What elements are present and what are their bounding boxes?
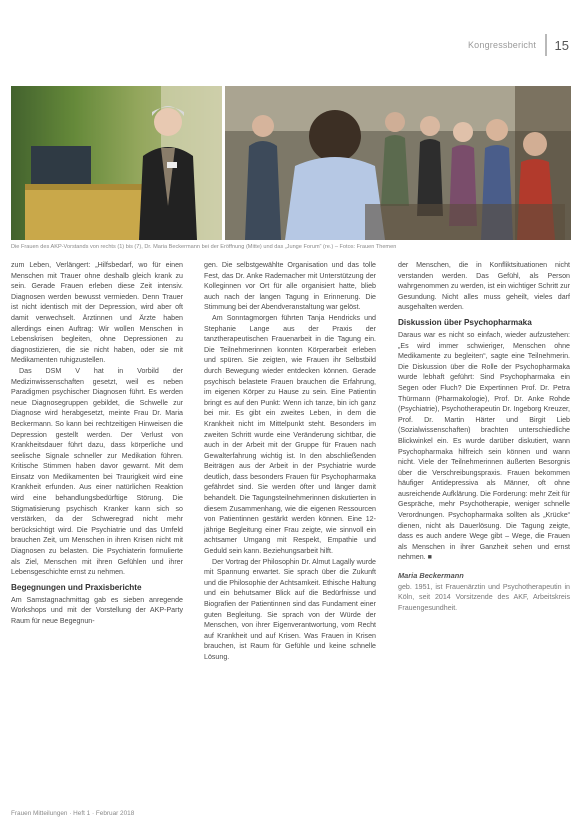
- author-name: Maria Beckermann: [398, 571, 464, 581]
- paragraph: der Menschen, die in Konfliktsituationen nicht verstanden werden. Das Gefühl, als Person wahrgenommen zu werden, ist ein wichtiger Schritt zur Gesundung. Nicht alles muss geheilt, vieles darf ausgehalten werden.: [398, 261, 570, 312]
- photo-caption: Die Frauen des AKP-Vorstands von rechts (1) bis (7), Dr. Maria Beckermann bei der Eröffnung (Mitte) und das „Junge Forum“ (re.) – Fotos: Frauen Themen: [11, 244, 397, 250]
- subheading-workshops: Begegnungen und Praxisberichte: [11, 582, 142, 592]
- page-footer: Frauen Mitteilungen · Heft 1 · Februar 2018: [11, 810, 135, 817]
- paragraph: Daraus war es nicht so einfach, wieder aufzustehen: „Es wird immer schwieriger, Menschen ohne Medikamente zu begleiten“, sagte eine Teilnehmerin. Die Diskussion über die Rolle der Psychopharmaka wurde lebhaft geführt: Sind Psychopharmaka ein Segen oder Fluch? Die Expertinnen Prof. Dr. Petra Thürmann (Pharmakologie), Prof. Dr. Anke Rohde (Psychiatrie), Psychotherapeutin Dr. Ingeborg Kreuzer, Prof. Dr. Martin Härter und Birgit Lieb (Sozialwissenschaften) brachten unterschiedliche Blickwinkel ein. Es wurde darüber diskutiert, wann Psychopharmaka hilfreich sein können und wann nicht. Viele der Teilnehmerinnen äußerten Besorgnis über die Verschreibungspraxis. Frauen bekommen häufiger Antidepressiva als Männer, oft ohne ausreichende Aufklärung. Die Forderung: mehr Zeit für Gespräche, mehr Psychotherapie, weniger schnelle Verordnungen. Psychopharmaka sollten als „Krücke“ dienen, nicht als Dauerlösung. Die Tagung zeigte, dass es auch andere Wege gibt – Wege, die Frauen als Menschen in ihrer Ganzheit sehen und ernst nehmen. ■: [398, 330, 570, 562]
- paragraph: gen. Die selbstgewählte Organisation und das tolle Fest, das Dr. Anke Rademacher mit Unterstützung der Kolleginnen vor Ort für alle organisiert hatte, blieb auch nach der langen Tagung in Erinnerung. Die Stimmung bei der Abendveranstaltung war gelöst.: [204, 261, 376, 312]
- paragraph: Das DSM V hat in Vorbild der Medizinwissenschaften gesetzt, weil es neben Paradigmen psychischer Diagnosen führt. Es werden neue Diagnosegruppen gebildet, die Schwelle zur Diagnose wird herabgesetzt, meinte Frau Dr. Maria Beckermann. So kann bei rechtzeitigen Hinweisen die Depression gestellt werden. Der Verlust von Krankheitsdauer führt dazu, dass körperliche und seelische Signale schneller zur Medikation führen. Kritische Stimmen haben davor gewarnt. Mit dem Einsatz von Medikamenten bei Traurigkeit wird eine Krankheit erfunden. Aus einer natürlichen Reaktion wird eine behandlungsbedürftige Störung. Die Stigmatisierung psychisch Kranker kann sich so verstärken, da der Schweregrad nicht mehr berücksichtigt wird. Die Psychiatrie und das Umfeld brauchen Zeit, um Menschen in ihren Krisen nicht mit Diagnosen zu belasten. Die Psychiaterin formulierte als Ziel, Menschen mit ihren Gefühlen und ihrer Lebensgeschichte ernst zu nehmen.: [11, 366, 183, 577]
- photo-strip: [11, 86, 571, 240]
- page-number: 15: [554, 37, 569, 53]
- photo-audience: [225, 86, 571, 240]
- section-title: Kongressbericht: [467, 40, 537, 50]
- text-column-1: [11, 260, 183, 627]
- paragraph: Der Vortrag der Philosophin Dr. Almut Lagally wurde mit Spannung erwartet. Sie sprach über die Zukunft und die Philosophie der Achtsamkeit. Ethische Haltung und ein behutsamer Blick auf die Bedürfnisse und Biografien der Patientinnen sind das Fundament einer guten Begleitung. Sie sprach von der Würde der Menschen, von ihrer Eigenverantwortung, vom Recht auf Krankheit und auf Krisen. Was Frauen in Krisen brauchen, ist Raum für Gefühle und keine schnelle Lösung.: [204, 557, 376, 661]
- paragraph: Am Samstagnachmittag gab es sieben anregende Workshops und mit der Vorstellung der AKP-Party Raum für neue Begegnun-: [11, 595, 183, 625]
- subheading-discussion: Diskussion über Psychopharmaka: [398, 317, 532, 327]
- header-divider: [545, 34, 547, 56]
- page-header: [468, 34, 569, 56]
- text-column-3: [398, 260, 570, 613]
- photo-speaker-at-podium: [11, 86, 222, 240]
- audience-illustration: [225, 86, 571, 240]
- author-bio: geb. 1951, ist Frauenärztin und Psychotherapeutin in Köln, seit 2014 Vorsitzende des AKF, Arbeitskreis Frauengesundheit.: [398, 582, 570, 612]
- speaker-illustration: [11, 86, 222, 240]
- paragraph: zum Leben, Verlängert: „Hilfsbedarf, wo für einen Menschen mit Trauer ohne deshalb gleich krank zu sein. Gerade Frauen erleben diese Zeit intensiv. Diagnosen werden bewusst vermieden. Denn Trauer ist nicht identisch mit der Depression, wird aber oft damit verwechselt. Ärztinnen und Ärzte haben allerdings einen Auftrag: Wir wollen Menschen in Lebenskrisen begleiten, ohne Depressionen zu diagnostizieren, die sie nicht haben, oder sie mit Medikamenten ruhigzustellen.: [11, 261, 183, 365]
- text-column-2: [204, 260, 376, 663]
- paragraph: Am Sonntagmorgen führten Tanja Hendricks und Stephanie Lange aus der Praxis der tanztherapeutischen Frauenarbeit in die Tagung ein. Die Teilnehmerinnen konnten Körperarbeit erleben und spüren. Sie zeigten, wie Frauen ihr Selbstbild durch Bewegung wieder entdecken können. Gerade psychisch belastete Frauen brauchen die Erfahrung, im eigenen Körper zu Hause zu sein. Eine Patientin bringt es auf den Punkt: Wenn ich tanze, bin ich ganz bei mir. Es gibt ein zweites Leben, in dem die Krankheit nicht im Mittelpunkt steht. Besonders im zweiten Schritt wurde eine Veränderung sichtbar, die auch in der Arbeit mit der Gruppe für Frauen nach Gewalterfahrung wichtig ist. In den abschließenden Beiträgen aus der Arbeit in der Psychiatrie wurde deutlich, dass besonders Frauen für Psychopharmaka gefährdet sind. Sie werden öfter und länger damit behandelt. Die Tagungsteilnehmerinnen diskutierten in diesem Zusammenhang, wie die eigenen Ressourcen von Patientinnen gestärkt werden können. Eine 12-jährige Begleitung einer Frau zeigte, wie sinnvoll ein achtsamer Umgang mit Respekt, Empathie und Geduld sein kann. Beziehungsarbeit hilft.: [204, 313, 376, 556]
